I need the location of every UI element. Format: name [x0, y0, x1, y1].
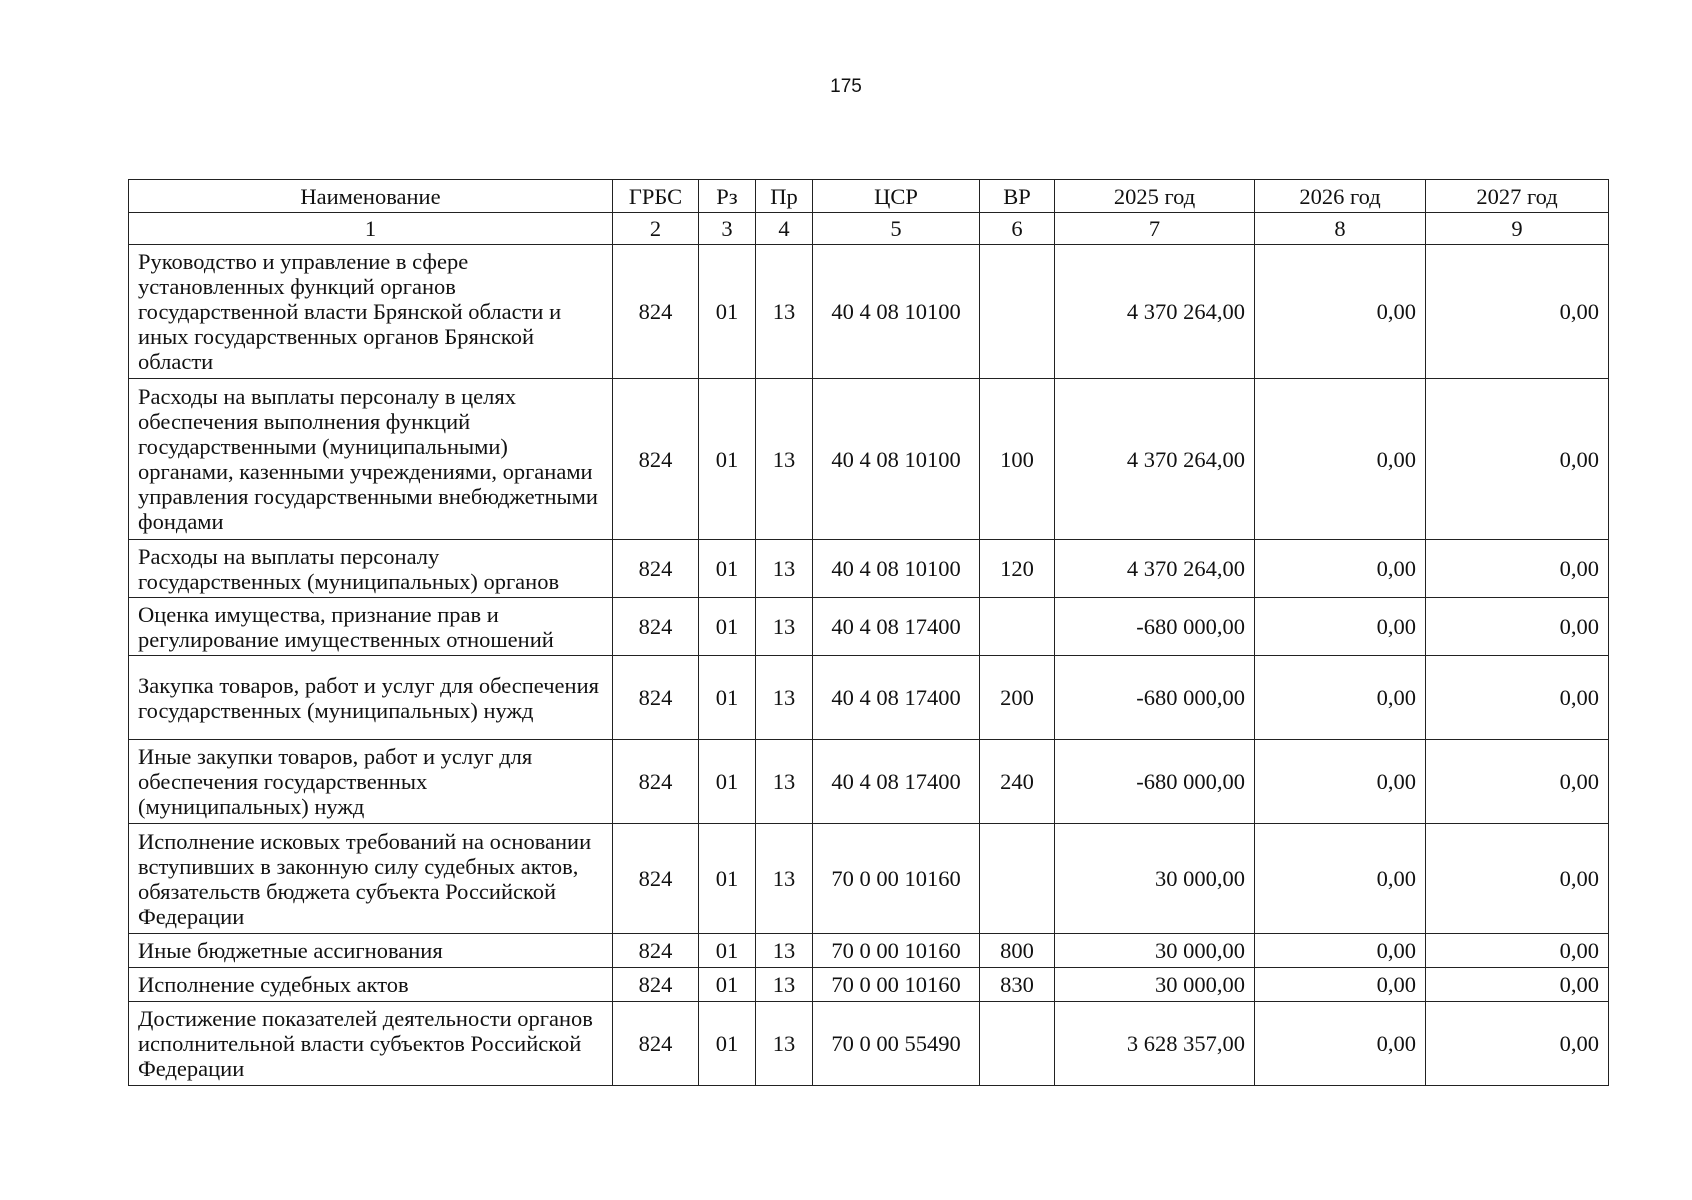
budget-table: [128, 179, 1609, 1086]
cell-rz: 01: [699, 540, 756, 598]
cell-2026: 0,00: [1255, 598, 1426, 656]
table-row: [129, 934, 1609, 968]
header-vr: ВР: [980, 180, 1055, 213]
header-2026: 2026 год: [1255, 180, 1426, 213]
cell-pr: 13: [756, 934, 813, 968]
cell-grbs: 824: [613, 540, 699, 598]
cell-2026: 0,00: [1255, 379, 1426, 540]
cell-grbs: 824: [613, 968, 699, 1002]
cell-csr: 40 4 08 17400: [813, 598, 980, 656]
cell-csr: 40 4 08 17400: [813, 740, 980, 824]
cell-csr: 40 4 08 10100: [813, 245, 980, 379]
cell-2027: 0,00: [1426, 824, 1609, 934]
cell-2027: 0,00: [1426, 656, 1609, 740]
cell-2025: -680 000,00: [1055, 656, 1255, 740]
cell-name: Оценка имущества, признание прав и регулирование имущественных отношений: [129, 598, 613, 656]
cell-name: Расходы на выплаты персоналу государственных (муниципальных) органов: [129, 540, 613, 598]
cell-rz: 01: [699, 245, 756, 379]
cell-grbs: 824: [613, 1002, 699, 1086]
cell-2025: 3 628 357,00: [1055, 1002, 1255, 1086]
cell-name: Исполнение судебных актов: [129, 968, 613, 1002]
column-number: 1: [129, 213, 613, 245]
cell-name: Исполнение исковых требований на основании вступивших в законную силу судебных актов, обязательств бюджета субъекта Российской Федерации: [129, 824, 613, 934]
cell-grbs: 824: [613, 740, 699, 824]
cell-pr: 13: [756, 245, 813, 379]
column-number: 7: [1055, 213, 1255, 245]
cell-rz: 01: [699, 1002, 756, 1086]
cell-rz: 01: [699, 934, 756, 968]
cell-2025: -680 000,00: [1055, 740, 1255, 824]
cell-vr: 120: [980, 540, 1055, 598]
cell-2025: -680 000,00: [1055, 598, 1255, 656]
cell-rz: 01: [699, 824, 756, 934]
cell-grbs: 824: [613, 824, 699, 934]
cell-rz: 01: [699, 379, 756, 540]
column-number: 8: [1255, 213, 1426, 245]
cell-vr: 240: [980, 740, 1055, 824]
column-number-row: [129, 213, 1609, 245]
cell-pr: 13: [756, 379, 813, 540]
column-number: 4: [756, 213, 813, 245]
cell-pr: 13: [756, 656, 813, 740]
table-row: [129, 1002, 1609, 1086]
cell-2027: 0,00: [1426, 540, 1609, 598]
cell-2027: 0,00: [1426, 379, 1609, 540]
cell-pr: 13: [756, 1002, 813, 1086]
table-row: [129, 379, 1609, 540]
cell-name: Иные закупки товаров, работ и услуг для обеспечения государственных (муниципальных) нужд: [129, 740, 613, 824]
cell-vr: 100: [980, 379, 1055, 540]
cell-vr: 830: [980, 968, 1055, 1002]
cell-name: Закупка товаров, работ и услуг для обеспечения государственных (муниципальных) нужд: [129, 656, 613, 740]
cell-2026: 0,00: [1255, 740, 1426, 824]
cell-pr: 13: [756, 824, 813, 934]
cell-csr: 40 4 08 10100: [813, 540, 980, 598]
column-number: 3: [699, 213, 756, 245]
cell-pr: 13: [756, 598, 813, 656]
cell-grbs: 824: [613, 245, 699, 379]
cell-name: Расходы на выплаты персоналу в целях обеспечения выполнения функций государственными (муниципальными) органами, казенными учреждениями, органами управления государственными внебюджетными фондами: [129, 379, 613, 540]
cell-rz: 01: [699, 740, 756, 824]
cell-2026: 0,00: [1255, 968, 1426, 1002]
header-grbs: ГРБС: [613, 180, 699, 213]
column-number: 9: [1426, 213, 1609, 245]
cell-2026: 0,00: [1255, 934, 1426, 968]
cell-2026: 0,00: [1255, 245, 1426, 379]
header-rz: Рз: [699, 180, 756, 213]
cell-2025: 30 000,00: [1055, 934, 1255, 968]
cell-vr: 200: [980, 656, 1055, 740]
cell-rz: 01: [699, 656, 756, 740]
cell-2026: 0,00: [1255, 824, 1426, 934]
cell-name: Иные бюджетные ассигнования: [129, 934, 613, 968]
cell-grbs: 824: [613, 379, 699, 540]
header-2027: 2027 год: [1426, 180, 1609, 213]
cell-csr: 70 0 00 10160: [813, 824, 980, 934]
header-row: [129, 180, 1609, 213]
table-row: [129, 824, 1609, 934]
cell-2025: 30 000,00: [1055, 824, 1255, 934]
cell-csr: 70 0 00 55490: [813, 1002, 980, 1086]
table-row: [129, 740, 1609, 824]
column-number: 2: [613, 213, 699, 245]
cell-name: Достижение показателей деятельности органов исполнительной власти субъектов Российской Федерации: [129, 1002, 613, 1086]
cell-csr: 40 4 08 17400: [813, 656, 980, 740]
cell-pr: 13: [756, 968, 813, 1002]
cell-grbs: 824: [613, 934, 699, 968]
cell-vr: [980, 245, 1055, 379]
cell-rz: 01: [699, 968, 756, 1002]
column-number: 6: [980, 213, 1055, 245]
table-row: [129, 968, 1609, 1002]
cell-2026: 0,00: [1255, 540, 1426, 598]
header-name: Наименование: [129, 180, 613, 213]
column-number: 5: [813, 213, 980, 245]
cell-2027: 0,00: [1426, 245, 1609, 379]
header-2025: 2025 год: [1055, 180, 1255, 213]
table-row: [129, 598, 1609, 656]
table-row: [129, 245, 1609, 379]
cell-vr: [980, 824, 1055, 934]
cell-2025: 4 370 264,00: [1055, 540, 1255, 598]
table-row: [129, 656, 1609, 740]
header-csr: ЦСР: [813, 180, 980, 213]
cell-name: Руководство и управление в сфере установленных функций органов государственной власти Брянской области и иных государственных органов Брянской области: [129, 245, 613, 379]
table-row: [129, 540, 1609, 598]
cell-pr: 13: [756, 740, 813, 824]
cell-2027: 0,00: [1426, 934, 1609, 968]
cell-2025: 4 370 264,00: [1055, 245, 1255, 379]
cell-2027: 0,00: [1426, 598, 1609, 656]
header-pr: Пр: [756, 180, 813, 213]
cell-2027: 0,00: [1426, 740, 1609, 824]
cell-rz: 01: [699, 598, 756, 656]
cell-2025: 4 370 264,00: [1055, 379, 1255, 540]
cell-grbs: 824: [613, 598, 699, 656]
cell-csr: 70 0 00 10160: [813, 934, 980, 968]
cell-csr: 40 4 08 10100: [813, 379, 980, 540]
cell-vr: 800: [980, 934, 1055, 968]
page-number: 175: [830, 76, 862, 97]
cell-2025: 30 000,00: [1055, 968, 1255, 1002]
cell-2027: 0,00: [1426, 968, 1609, 1002]
cell-csr: 70 0 00 10160: [813, 968, 980, 1002]
cell-vr: [980, 1002, 1055, 1086]
cell-2027: 0,00: [1426, 1002, 1609, 1086]
cell-grbs: 824: [613, 656, 699, 740]
cell-pr: 13: [756, 540, 813, 598]
cell-2026: 0,00: [1255, 1002, 1426, 1086]
cell-2026: 0,00: [1255, 656, 1426, 740]
cell-vr: [980, 598, 1055, 656]
